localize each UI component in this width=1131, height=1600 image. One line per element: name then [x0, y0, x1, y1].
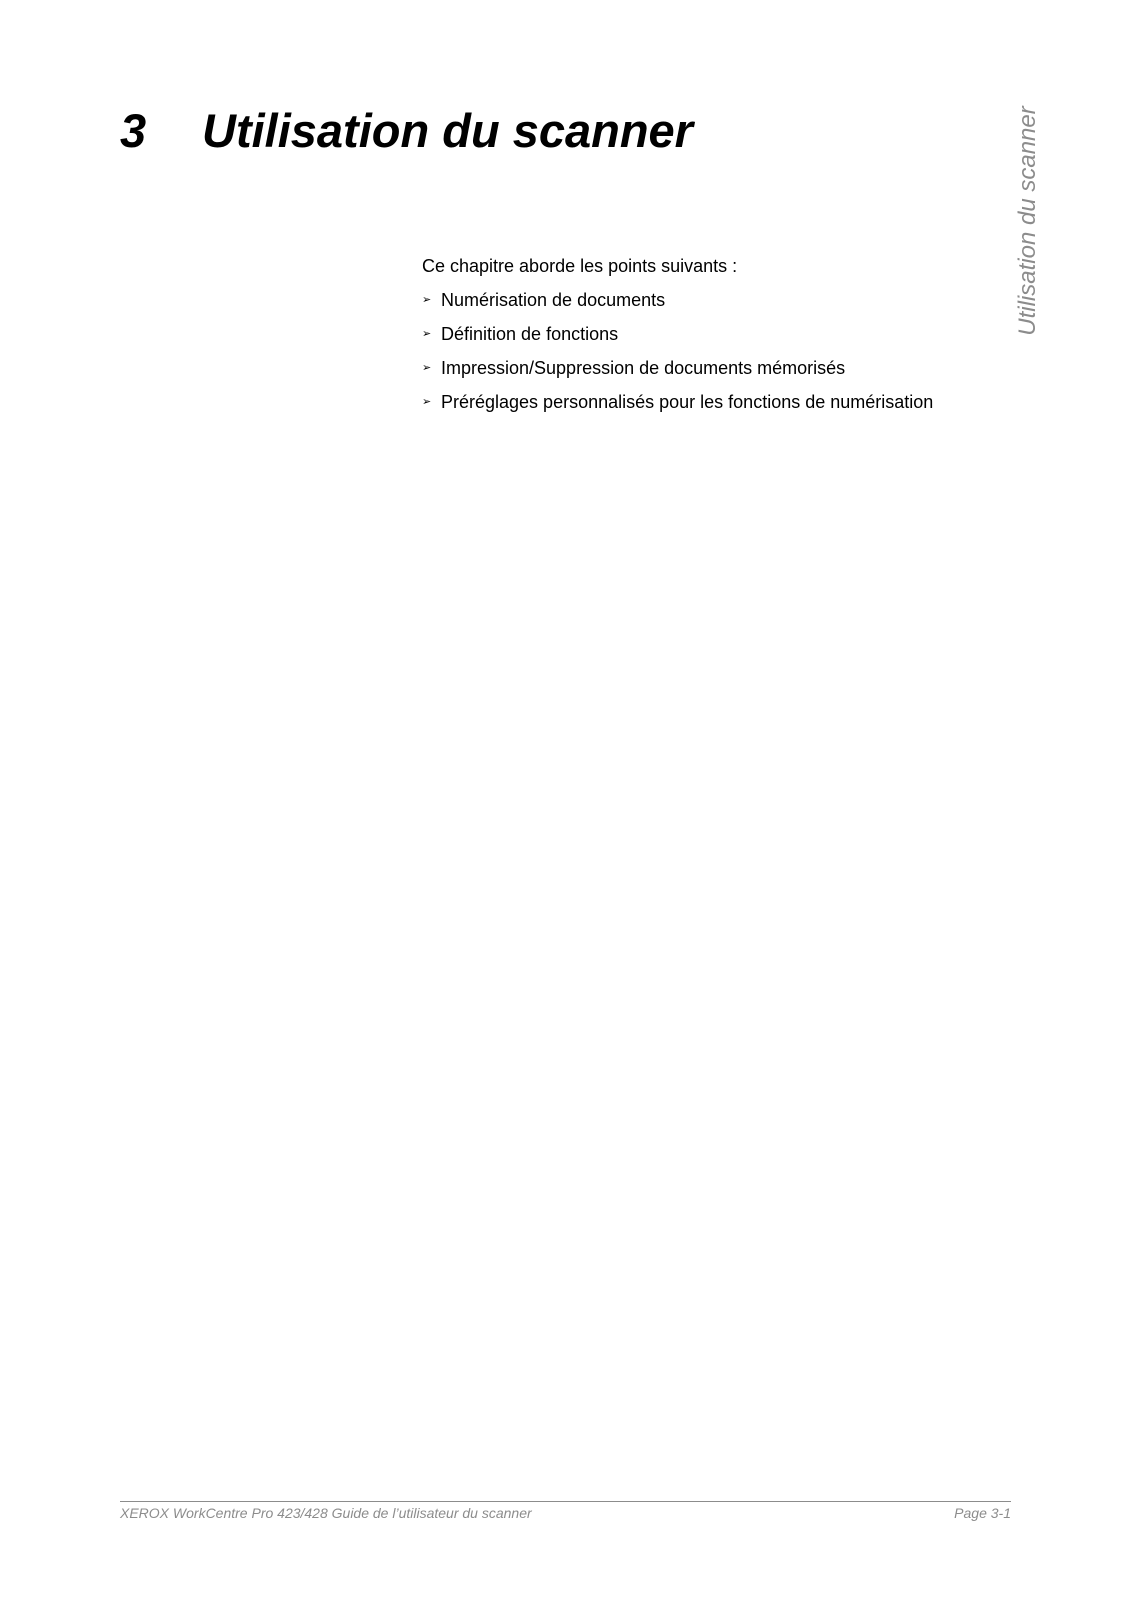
- topic-list: [422, 288, 1042, 414]
- chapter-contents: [422, 254, 1042, 424]
- chapter-title: Utilisation du scanner: [202, 104, 693, 157]
- arrowhead-right-icon: ➢: [422, 362, 432, 374]
- list-item: [422, 356, 1042, 380]
- footer-divider: [120, 1501, 1011, 1502]
- list-item-label: Impression/Suppression de documents mémorisés: [441, 358, 846, 378]
- arrowhead-right-icon: ➢: [422, 294, 432, 306]
- footer-document-title: XEROX WorkCentre Pro 423/428 Guide de l’utilisateur du scanner: [120, 1505, 532, 1521]
- list-item-label: Définition de fonctions: [441, 324, 619, 344]
- list-item: [422, 390, 1042, 414]
- footer-page-number: Page 3-1: [954, 1505, 1011, 1521]
- arrowhead-right-icon: ➢: [422, 328, 432, 340]
- list-item: [422, 288, 1042, 312]
- list-item-label: Préréglages personnalisés pour les fonctions de numérisation: [441, 392, 934, 412]
- list-item-label: Numérisation de documents: [441, 290, 666, 310]
- chapter-number: 3: [120, 104, 147, 157]
- intro-text: Ce chapitre aborde les points suivants :: [422, 256, 738, 276]
- list-item: [422, 322, 1042, 346]
- side-tab-label: Utilisation du scanner: [1014, 106, 1041, 336]
- chapter-heading: [120, 100, 693, 162]
- arrowhead-right-icon: ➢: [422, 396, 432, 408]
